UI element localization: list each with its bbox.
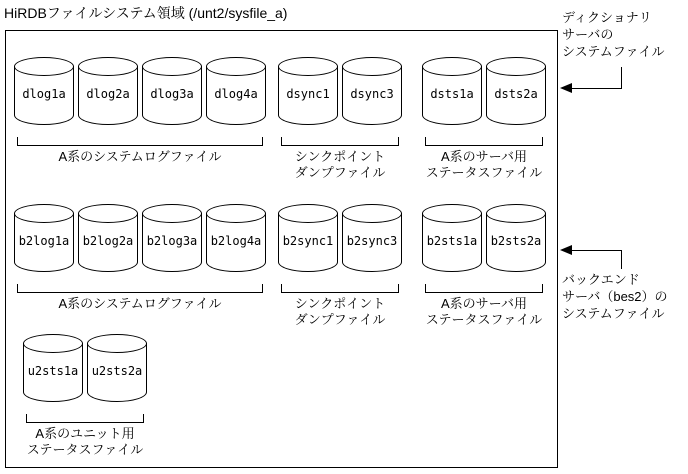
group-bracket [281, 284, 399, 293]
disk-cylinder-icon [486, 204, 546, 272]
disk-cylinder-icon [278, 204, 338, 272]
group-backend-syncpoint-files [278, 204, 402, 328]
group-bracket [425, 137, 543, 146]
group-unit-status-files [23, 334, 147, 458]
file-name: b2log2a [82, 234, 134, 248]
group-label-line: ステータスファイル [26, 442, 144, 457]
group-bracket [17, 137, 263, 146]
disk-cylinder-icon [78, 204, 138, 272]
annotation1-connector-vertical [621, 67, 622, 88]
group-label-line: ステータスファイル [425, 165, 543, 180]
group-label [422, 296, 546, 328]
disk-cylinder-icon [14, 57, 74, 125]
file-name: dlog2a [86, 87, 130, 101]
cylinder-row [278, 57, 402, 125]
cylinder-row [14, 57, 266, 125]
cylinder-top-ellipse [78, 204, 138, 223]
group-bracket [17, 284, 263, 293]
group-backend-log-files [14, 204, 266, 312]
file-name: b2sync3 [346, 234, 398, 248]
cylinder-top-ellipse [87, 334, 147, 353]
disk-cylinder-icon [14, 204, 74, 272]
file-name: b2sts1a [426, 234, 478, 248]
disk-cylinder-icon [342, 57, 402, 125]
cylinder-top-ellipse [23, 334, 83, 353]
annotation2-connector-horizontal [571, 250, 622, 251]
group-label [14, 296, 266, 312]
cylinder-row [23, 334, 147, 402]
file-name: dlog4a [214, 87, 258, 101]
file-name: b2sts2a [490, 234, 542, 248]
cylinder-top-ellipse [422, 204, 482, 223]
group-dictionary-log-files [14, 57, 266, 165]
cylinder-top-ellipse [342, 57, 402, 76]
group-label [23, 426, 147, 458]
file-name: dlog3a [150, 87, 194, 101]
disk-cylinder-icon [278, 57, 338, 125]
group-label-line: A系のシステムログファイル [58, 296, 222, 311]
cylinder-top-ellipse [14, 57, 74, 76]
disk-cylinder-icon [342, 204, 402, 272]
annotation-dictionary-server [562, 9, 664, 60]
cylinder-top-ellipse [14, 204, 74, 223]
cylinder-top-ellipse [486, 57, 546, 76]
annotation1-arrowhead-left-icon [560, 83, 572, 93]
disk-cylinder-icon [206, 57, 266, 125]
group-backend-status-files [422, 204, 546, 328]
annotation-line: バックエンド [562, 272, 640, 287]
cylinder-top-ellipse [342, 204, 402, 223]
file-name: dsts2a [494, 87, 538, 101]
disk-cylinder-icon [486, 57, 546, 125]
group-bracket [281, 137, 399, 146]
cylinder-top-ellipse [142, 57, 202, 76]
cylinder-top-ellipse [142, 204, 202, 223]
group-label-line: シンクポイント [294, 296, 386, 311]
file-name: dsync1 [286, 87, 330, 101]
group-bracket [26, 414, 144, 423]
file-name: u2sts1a [27, 364, 79, 378]
annotation-line: システムファイル [562, 44, 665, 59]
group-label-line: ダンプファイル [294, 165, 386, 180]
disk-cylinder-icon [422, 57, 482, 125]
group-label-line: ダンプファイル [294, 312, 386, 327]
cylinder-row [14, 204, 266, 272]
annotation2-connector-vertical [621, 250, 622, 269]
page-title: HiRDBファイルシステム領域 (/unt2/sysfile_a) [4, 5, 288, 21]
cylinder-top-ellipse [422, 57, 482, 76]
disk-cylinder-icon [142, 204, 202, 272]
file-name: b2sync1 [282, 234, 334, 248]
group-label-line: A系のサーバ用 [440, 149, 528, 164]
group-label-line: ステータスファイル [425, 312, 543, 327]
disk-cylinder-icon [206, 204, 266, 272]
cylinder-top-ellipse [486, 204, 546, 223]
group-label-line: A系のユニット用 [35, 426, 135, 441]
disk-cylinder-icon [23, 334, 83, 402]
file-name: dsts1a [430, 87, 474, 101]
cylinder-top-ellipse [278, 204, 338, 223]
cylinder-top-ellipse [206, 204, 266, 223]
group-label-line: シンクポイント [294, 149, 386, 164]
annotation-line: システムファイル [562, 306, 665, 321]
disk-cylinder-icon [422, 204, 482, 272]
cylinder-row [422, 204, 546, 272]
disk-cylinder-icon [142, 57, 202, 125]
cylinder-top-ellipse [278, 57, 338, 76]
file-name: b2log1a [18, 234, 70, 248]
disk-cylinder-icon [78, 57, 138, 125]
file-name: b2log3a [146, 234, 198, 248]
group-label-line: A系のシステムログファイル [58, 149, 222, 164]
file-name: b2log4a [210, 234, 262, 248]
group-dictionary-status-files [422, 57, 546, 181]
group-label-line: A系のサーバ用 [440, 296, 528, 311]
annotation-line: サーバ（bes2）の [562, 289, 668, 304]
disk-cylinder-icon [87, 334, 147, 402]
group-dictionary-syncpoint-files [278, 57, 402, 181]
cylinder-top-ellipse [78, 57, 138, 76]
cylinder-row [422, 57, 546, 125]
annotation-backend-server [562, 271, 668, 322]
annotation1-connector-horizontal [571, 88, 622, 89]
file-name: u2sts2a [91, 364, 143, 378]
group-label [14, 149, 266, 165]
group-bracket [425, 284, 543, 293]
group-label [278, 296, 402, 328]
annotation-line: ディクショナリ [562, 10, 652, 25]
file-name: dlog1a [22, 87, 66, 101]
annotation-line: サーバの [562, 27, 614, 42]
cylinder-row [278, 204, 402, 272]
group-label [422, 149, 546, 181]
file-name: dsync3 [350, 87, 394, 101]
group-label [278, 149, 402, 181]
cylinder-top-ellipse [206, 57, 266, 76]
